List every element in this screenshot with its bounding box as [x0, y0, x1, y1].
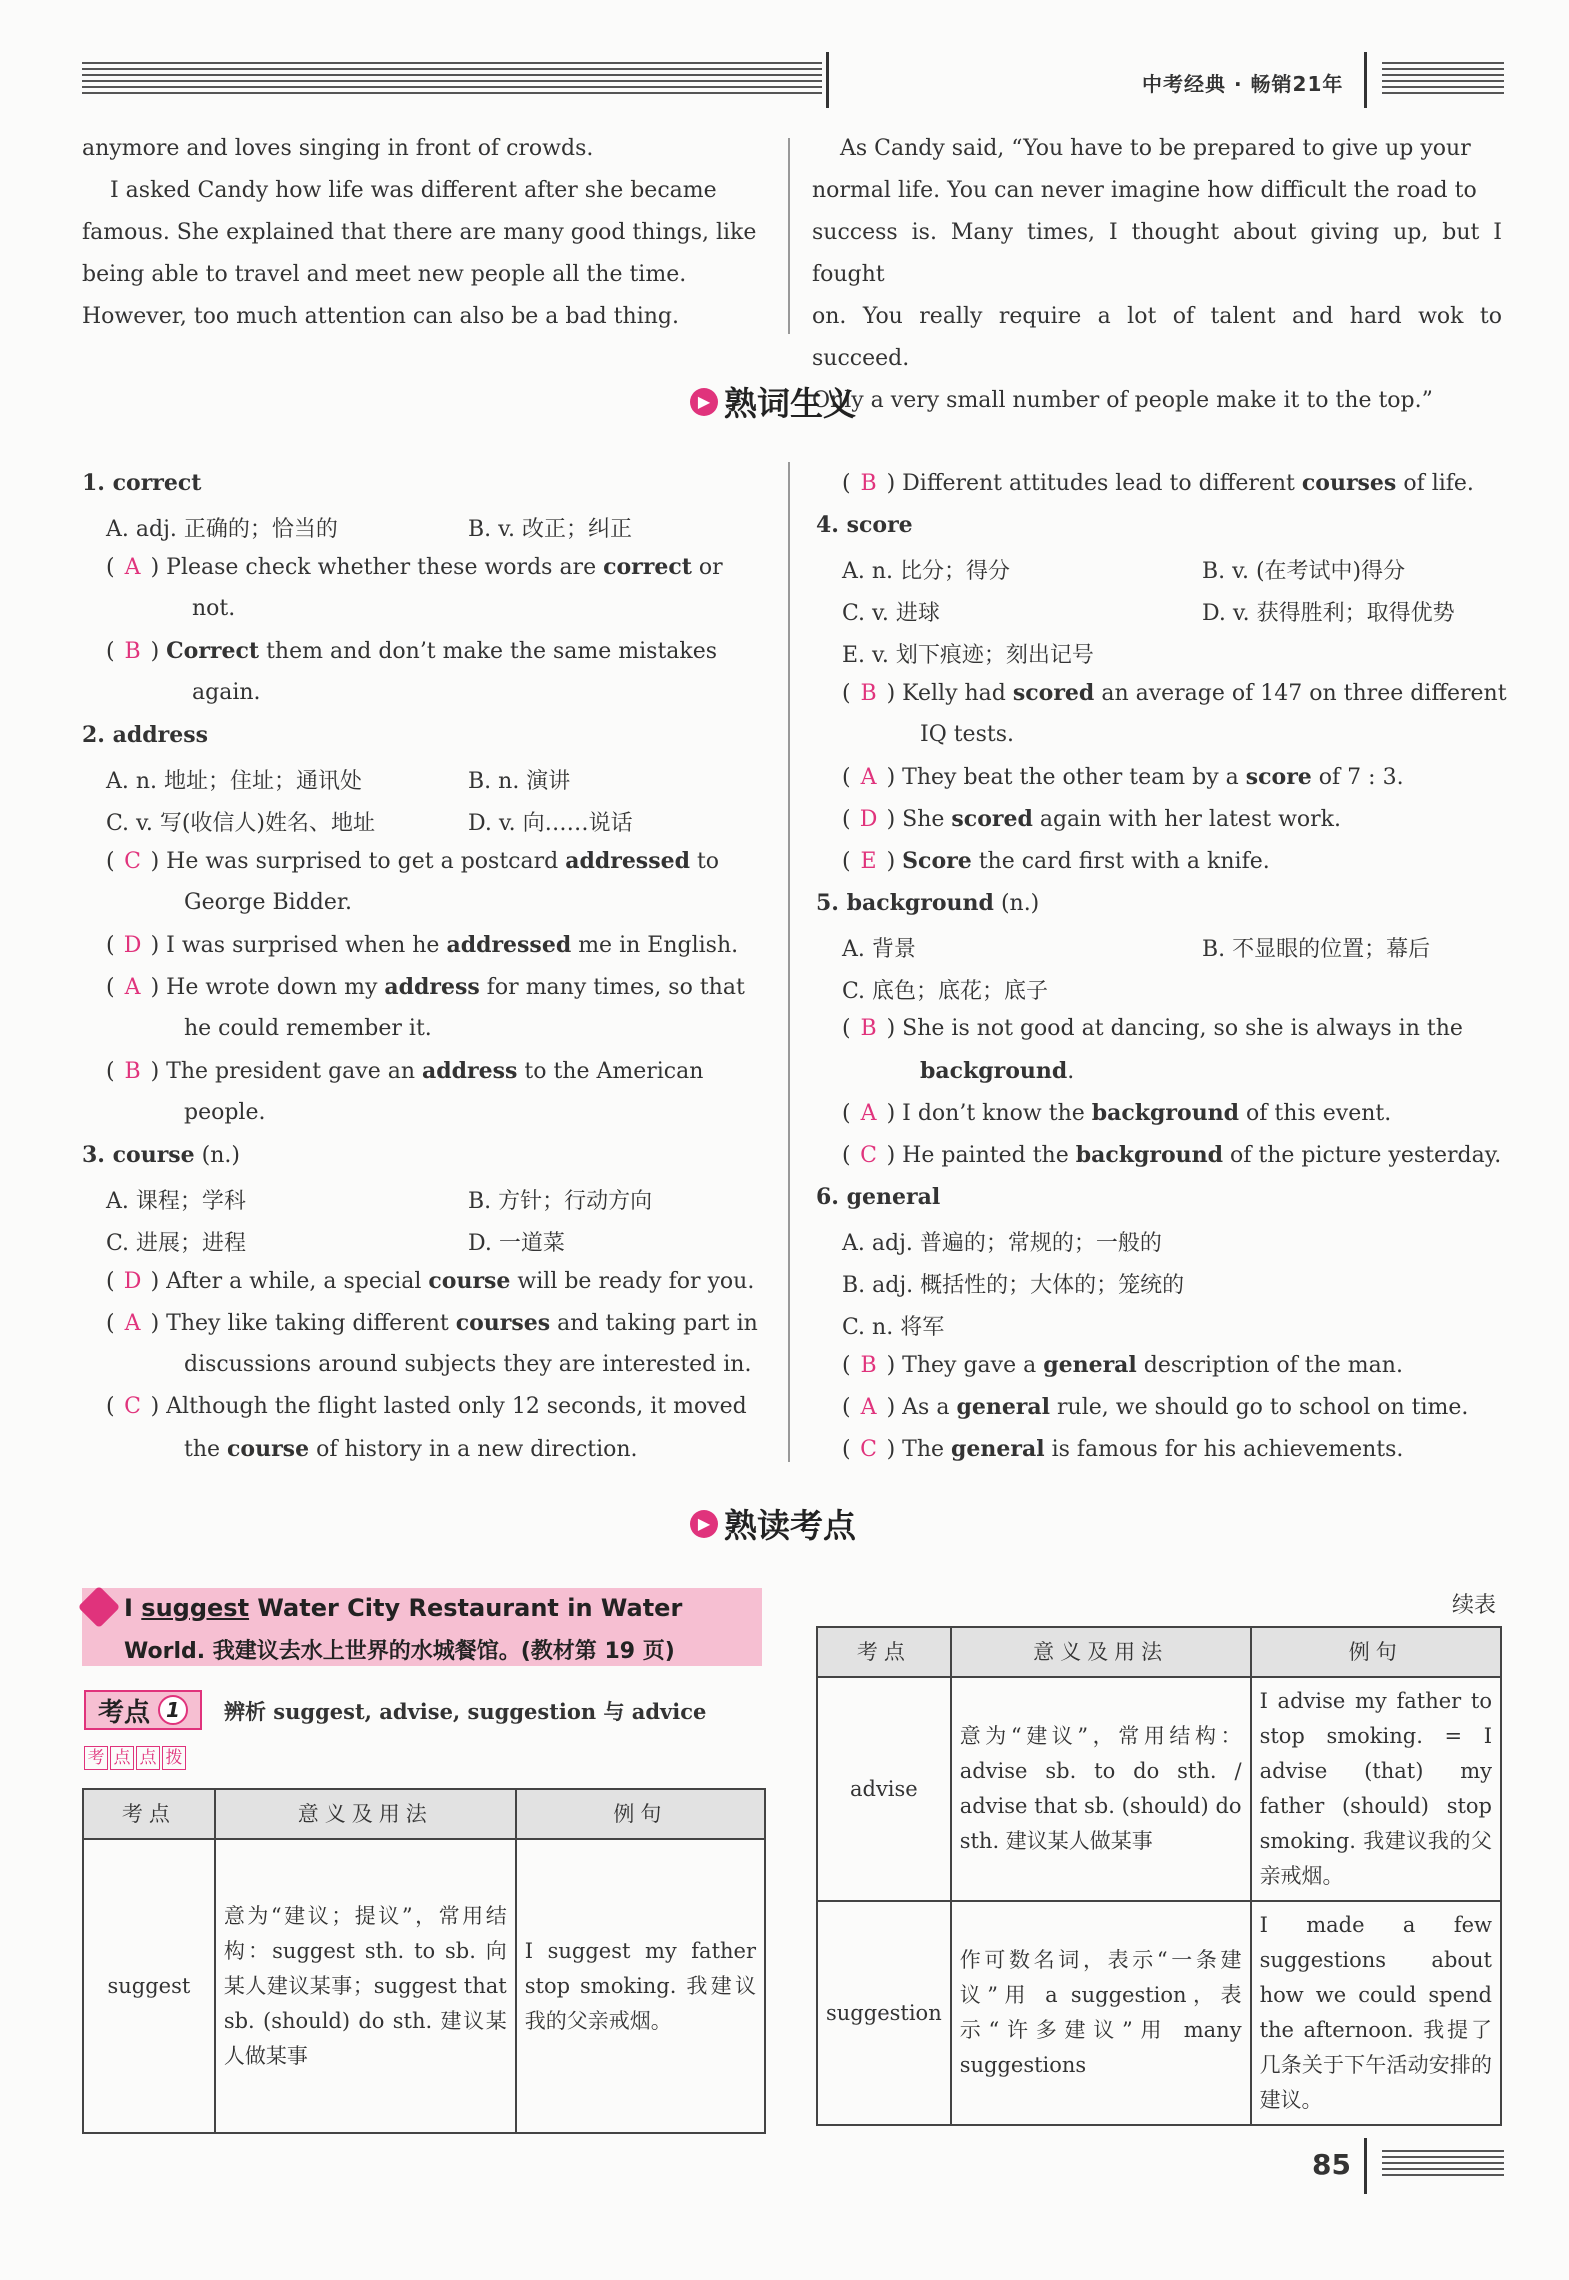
table-header: 例句 — [1251, 1627, 1501, 1677]
usage-table-left — [82, 1788, 766, 2134]
example-sentence: ( B ) She is not good at dancing, so she is always in the — [842, 1016, 1463, 1041]
header-title: 中考经典 · 畅销21年 — [1142, 72, 1344, 96]
word-heading-background: 5. background (n.) — [816, 890, 1040, 916]
example-sentence: ( A ) They like taking different courses and taking part in — [106, 1310, 758, 1336]
example-sentence: ( A ) As a general rule, we should go to school on time. — [842, 1394, 1469, 1420]
option: A. 课程；学科 — [106, 1189, 246, 1214]
example-sentence: ( D ) She scored again with her latest work. — [842, 806, 1341, 832]
word-heading-course: 3. course (n.) — [82, 1142, 240, 1168]
key-point-number: 1 — [158, 1695, 188, 1725]
passage-left — [82, 128, 762, 338]
key-sentence-line2: World. 我建议去水上世界的水城餐馆。(教材第 19 页) — [124, 1639, 675, 1664]
passage-line: anymore and loves singing in front of crowds. — [82, 136, 594, 161]
option: B. n. 演讲 — [468, 769, 571, 794]
passage-line: I asked Candy how life was different after she became — [82, 178, 717, 203]
usage-table-right — [816, 1626, 1502, 2126]
table-cell-example: I suggest my father stop smoking. 我建议我的父亲戒烟。 — [516, 1839, 765, 2133]
option: D. v. 向……说话 — [468, 811, 633, 836]
option: B. 不显眼的位置；幕后 — [1202, 937, 1431, 962]
option: B. v. (在考试中)得分 — [1202, 559, 1406, 584]
option: A. 背景 — [842, 937, 916, 962]
passage-line: Only a very small number of people make it to the top.” — [812, 388, 1433, 413]
table-cell-point: suggest — [83, 1839, 215, 2133]
header-rule-right — [1382, 62, 1504, 96]
example-sentence: ( C ) The general is famous for his achievements. — [842, 1436, 1404, 1462]
example-sentence: ( C ) Although the flight lasted only 12 seconds, it moved — [106, 1394, 747, 1419]
option: A. n. 地址；住址；通讯处 — [106, 769, 363, 794]
table-row — [817, 1901, 1501, 2125]
table-cell-point: advise — [817, 1677, 951, 1901]
table-row — [817, 1677, 1501, 1901]
example-sentence: ( C ) He painted the background of the picture yesterday. — [842, 1142, 1502, 1168]
table-cell-point: suggestion — [817, 1901, 951, 2125]
option: A. n. 比分；得分 — [842, 559, 1011, 584]
option: C. v. 写(收信人)姓名、地址 — [106, 811, 376, 836]
example-continuation: background. — [920, 1058, 1075, 1084]
table-header-row — [83, 1789, 765, 1839]
vocab-column-divider — [788, 462, 790, 1462]
example-sentence: ( A ) They beat the other team by a score of 7 : 3. — [842, 764, 1404, 790]
option: D. 一道菜 — [468, 1231, 565, 1256]
word-heading-correct: 1. correct — [82, 470, 202, 496]
example-sentence: ( B ) Kelly had scored an average of 147 on three different — [842, 680, 1507, 706]
example-continuation: the course of history in a new direction. — [184, 1436, 638, 1462]
table-cell-example: I made a few suggestions about how we could spend the afternoon. 我提了几条关于下午活动安排的建议。 — [1251, 1901, 1501, 2125]
example-sentence: ( D ) After a while, a special course will be ready for you. — [106, 1268, 755, 1294]
table-cell-example: I advise my father to stop smoking. = I advise (that) my father (should) stop smoking. 我建议我的父亲戒烟。 — [1251, 1677, 1501, 1901]
option: B. v. 改正；纠正 — [468, 517, 632, 542]
header-divider-right — [1364, 52, 1367, 108]
option: B. 方针；行动方向 — [468, 1189, 653, 1214]
passage-right — [812, 128, 1502, 422]
table-header: 考点 — [83, 1789, 215, 1839]
section-heading-vocab — [690, 378, 856, 425]
example-sentence: ( D ) I was surprised when he addressed me in English. — [106, 932, 739, 958]
example-sentence: ( E ) Score the card first with a knife. — [842, 848, 1270, 874]
table-row — [83, 1839, 765, 2133]
example-sentence: ( A ) I don’t know the background of this event. — [842, 1100, 1392, 1126]
passage-line: being able to travel and meet new people all the time. — [82, 262, 687, 287]
example-continuation: he could remember it. — [184, 1016, 432, 1041]
section-title: 熟词生义 — [724, 384, 856, 423]
example-sentence: ( C ) He was surprised to get a postcard addressed to — [106, 848, 720, 874]
option: E. v. 划下痕迹；刻出记号 — [842, 643, 1094, 668]
word-heading-address: 2. address — [82, 722, 209, 748]
option: C. v. 进球 — [842, 601, 940, 626]
table-header: 考点 — [817, 1627, 951, 1677]
passage-line: success is. Many times, I thought about giving up, but I fought — [812, 220, 1502, 287]
example-continuation: discussions around subjects they are interested in. — [184, 1352, 752, 1377]
option: C. n. 将军 — [842, 1315, 945, 1340]
option: B. adj. 概括性的；大体的；笼统的 — [842, 1273, 1185, 1298]
section-heading-key-points — [690, 1500, 856, 1547]
example-sentence: ( B ) Different attitudes lead to different courses of life. — [842, 470, 1474, 496]
table-header-row — [817, 1627, 1501, 1677]
passage-line: famous. She explained that there are many good things, like — [82, 220, 757, 245]
passage-line: As Candy said, “You have to be prepared to give up your — [812, 136, 1471, 161]
footer-rule — [1382, 2150, 1504, 2180]
option: D. v. 获得胜利；取得优势 — [1202, 601, 1455, 626]
example-sentence: ( B ) Correct them and don’t make the same mistakes — [106, 638, 718, 664]
key-point-title: 辨析 suggest, advise, suggestion 与 advice — [224, 1699, 707, 1724]
example-sentence: ( B ) The president gave an address to the American — [106, 1058, 704, 1084]
option: C. 进展；进程 — [106, 1231, 247, 1256]
play-icon: ▶ — [690, 388, 718, 416]
table-cell-usage: 意为“建议”，常用结构：advise sb. to do sth. / advise that sb. (should) do sth. 建议某人做某事 — [951, 1677, 1251, 1901]
example-sentence: ( A ) Please check whether these words are correct or — [106, 554, 723, 580]
table-header: 例句 — [516, 1789, 765, 1839]
passage-line: on. You really require a lot of talent and hard wok to succeed. — [812, 304, 1502, 371]
page-number: 85 — [1312, 2148, 1351, 2181]
play-icon: ▶ — [690, 1510, 718, 1538]
passage-column-divider — [788, 138, 790, 334]
passage-line: normal life. You can never imagine how difficult the road to — [812, 178, 1477, 203]
passage-line: However, too much attention can also be a bad thing. — [82, 304, 679, 329]
example-sentence: ( A ) He wrote down my address for many times, so that — [106, 974, 745, 1000]
table-header: 意义及用法 — [951, 1627, 1251, 1677]
continued-label: 续表 — [1452, 1593, 1497, 1618]
key-sentence-line1: I suggest Water City Restaurant in Water — [124, 1594, 683, 1622]
section-title: 熟读考点 — [724, 1506, 856, 1545]
option: A. adj. 正确的；恰当的 — [106, 517, 338, 542]
table-cell-usage: 意为“建议；提议”，常用结构：suggest sth. to sb. 向某人建议某事；suggest that sb. (should) do sth. 建议某人做某事 — [215, 1839, 516, 2133]
footer-divider — [1364, 2138, 1367, 2194]
option: A. adj. 普遍的；常规的；一般的 — [842, 1231, 1162, 1256]
key-point-badge: 考点 1 — [84, 1690, 202, 1730]
example-continuation: people. — [184, 1100, 266, 1125]
word-heading-score: 4. score — [816, 512, 913, 538]
example-sentence: ( B ) They gave a general description of the man. — [842, 1352, 1403, 1378]
example-continuation: again. — [192, 680, 261, 705]
table-cell-usage: 作可数名词，表示“一条建议”用 a suggestion，表示“许多建议”用 many suggestions — [951, 1901, 1251, 2125]
header-divider-left — [826, 52, 829, 108]
header-rule-left — [82, 62, 822, 96]
example-continuation: George Bidder. — [184, 890, 352, 915]
example-continuation: IQ tests. — [920, 722, 1014, 747]
word-heading-general: 6. general — [816, 1184, 941, 1210]
key-point-tip-label: 考 点 点 拨 — [84, 1746, 186, 1770]
option: C. 底色；底花；底子 — [842, 979, 1049, 1004]
example-continuation: not. — [192, 596, 236, 621]
table-header: 意义及用法 — [215, 1789, 516, 1839]
